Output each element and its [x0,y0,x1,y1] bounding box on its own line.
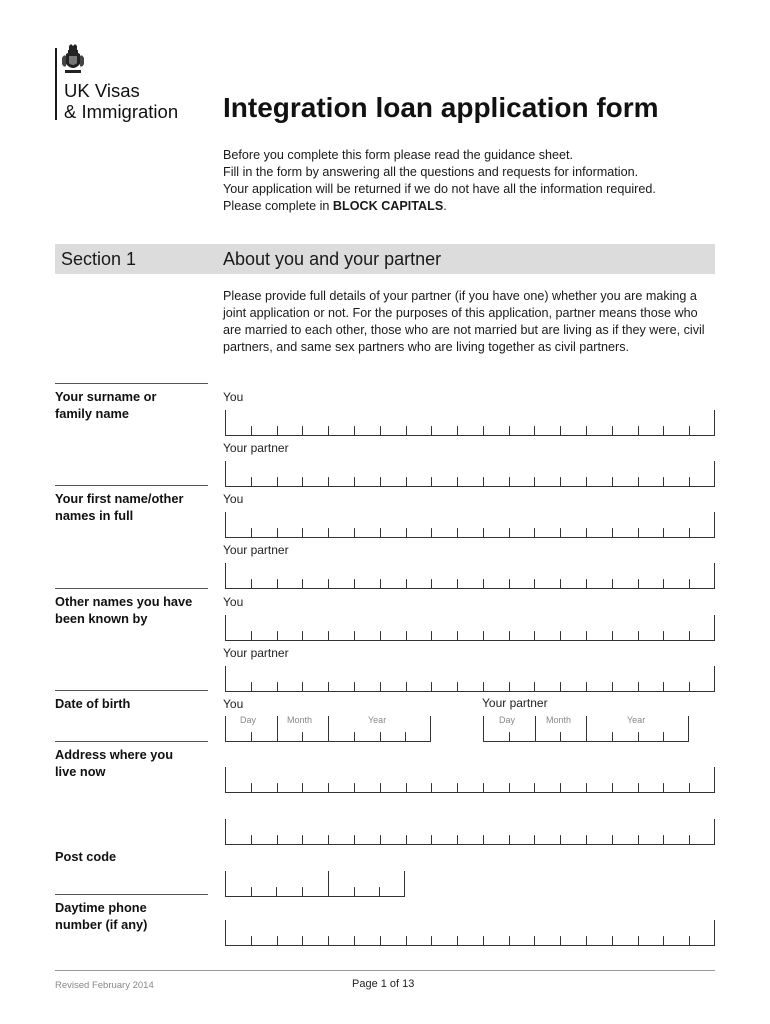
intro-line: Before you complete this form please read the guidance sheet. [223,148,574,162]
section-header [55,244,715,274]
intro-line [223,198,656,215]
other-names-label [55,593,215,627]
surname-label [55,388,215,422]
form-title: Integration loan application form [223,92,659,123]
postcode-field[interactable] [225,871,405,897]
revision-date: Revised February 2014 [55,980,154,991]
agency-line-1: UK Visas [64,80,140,101]
label-line: been known by [55,611,148,626]
question-divider [55,485,208,486]
partner-label: Your partner [223,441,289,455]
month-sublabel: Month [287,715,313,725]
you-label: You [223,390,244,404]
label-line: Daytime phone [55,900,147,915]
partner-definition-note: Please provide full details of your partner (if you have one) whether you are making a joint application or not. For the purposes of this application, partner means those who are married to each other, those who are not married but are living as if they were, civil partners, and same sex partners who are living together as civil partners. [223,289,705,354]
royal-crest-icon [62,44,84,78]
footer-divider [55,970,715,971]
label-line: names in full [55,508,134,523]
question-divider [55,383,208,384]
day-sublabel: Day [240,715,257,725]
first-name-partner-field[interactable] [225,563,715,589]
partner-label: Your partner [482,696,548,710]
first-name-label [55,490,215,524]
you-label: You [223,595,244,609]
you-label: You [223,697,244,711]
address-line-1-field[interactable] [225,767,715,793]
block-capitals-emphasis: BLOCK CAPITALS [332,199,444,213]
postcode-label: Post code [55,849,117,864]
dob-partner-field[interactable] [483,716,689,742]
label-line: family name [55,406,129,421]
label-line: number (if any) [55,917,148,932]
intro-prefix: Please complete in [223,199,333,213]
other-names-you-field[interactable] [225,615,715,641]
agency-line-2: & Immigration [64,101,179,122]
intro-text [223,147,656,215]
question-divider [55,894,208,895]
other-names-partner-field[interactable] [225,666,715,692]
label-line: Address where you [55,747,174,762]
day-sublabel: Day [499,715,516,725]
question-divider [55,588,208,589]
intro-suffix: . [443,199,447,213]
partner-label: Your partner [223,543,289,557]
dob-you-field[interactable] [225,716,431,742]
label-line: Your surname or [55,389,157,404]
page-number: Page 1 of 13 [352,978,415,990]
question-divider [55,741,208,742]
section-number: Section 1 [61,249,137,269]
question-divider [55,690,208,691]
year-sublabel: Year [368,715,387,725]
label-line: Other names you have [55,594,193,609]
surname-partner-field[interactable] [225,461,715,487]
year-sublabel: Year [627,715,646,725]
dob-label: Date of birth [55,696,131,711]
logo-divider [55,48,57,120]
address-line-2-field[interactable] [225,819,715,845]
partner-label: Your partner [223,646,289,660]
first-name-you-field[interactable] [225,512,715,538]
address-label [55,746,215,780]
intro-line: Fill in the form by answering all the questions and requests for information. [223,165,639,179]
surname-you-field[interactable] [225,410,715,436]
intro-line: Your application will be returned if we do not have all the information required. [223,182,656,196]
month-sublabel: Month [546,715,572,725]
phone-label [55,899,215,933]
phone-field[interactable] [225,920,715,946]
agency-name [64,80,178,122]
you-label: You [223,492,244,506]
label-line: live now [55,764,106,779]
section-title: About you and your partner [223,249,442,269]
label-line: Your first name/other [55,491,184,506]
